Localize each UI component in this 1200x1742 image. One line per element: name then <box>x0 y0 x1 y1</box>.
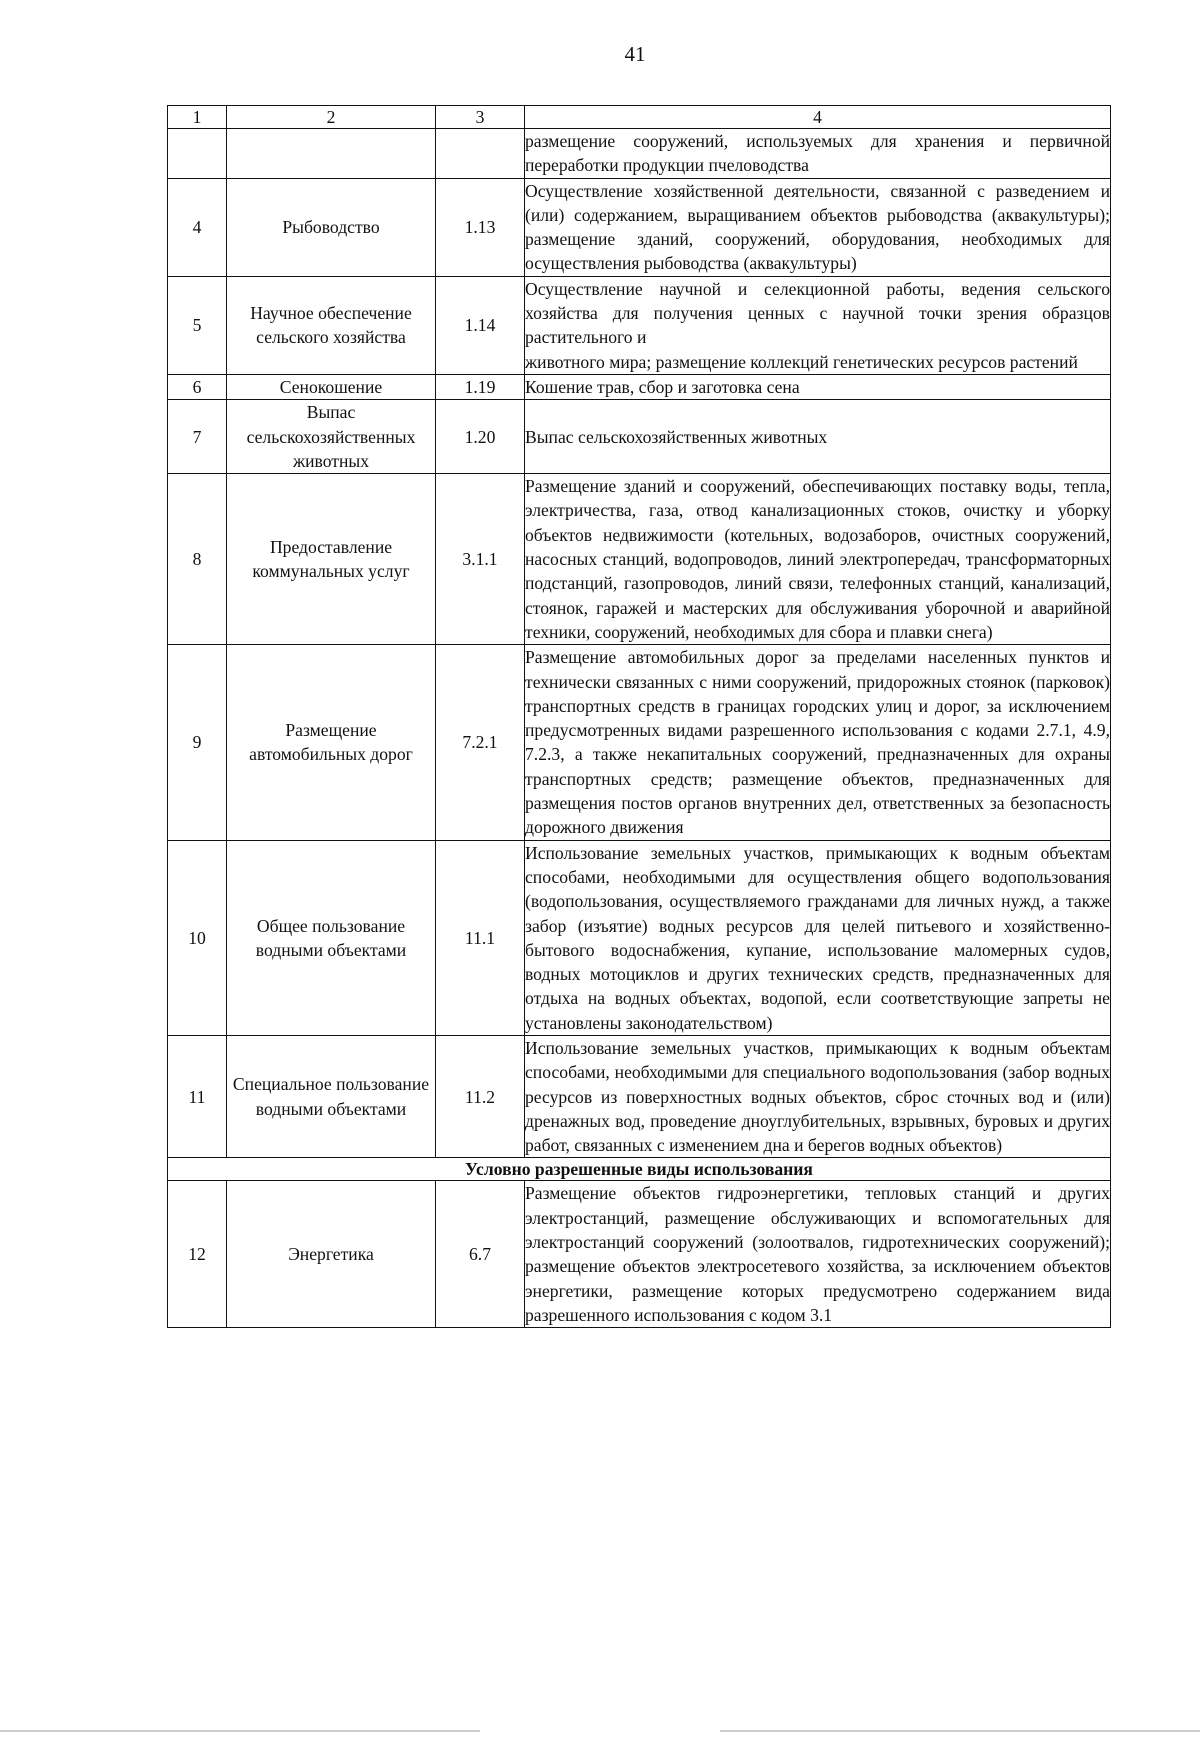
table-row <box>168 840 1111 1035</box>
use-type-name: Энергетика <box>227 1181 436 1328</box>
header-col-1: 1 <box>168 106 227 129</box>
use-type-code: 11.2 <box>436 1035 525 1157</box>
page-number: 41 <box>624 42 646 66</box>
scan-edge-line <box>0 1730 1200 1732</box>
use-type-code: 11.1 <box>436 840 525 1035</box>
row-number: 8 <box>168 474 227 645</box>
row-number: 10 <box>168 840 227 1035</box>
use-type-name <box>227 129 436 179</box>
use-type-name: Размещение автомобильных дорог <box>227 645 436 840</box>
use-type-code <box>436 129 525 179</box>
row-number: 7 <box>168 400 227 474</box>
use-type-description <box>525 276 1111 374</box>
table-row <box>168 276 1111 374</box>
section-header-row <box>168 1158 1111 1181</box>
row-number <box>168 129 227 179</box>
use-type-code: 1.19 <box>436 374 525 399</box>
use-type-description: размещение сооружений, используемых для хранения и первичной переработки продукции пчеловодства <box>525 129 1111 179</box>
row-number: 6 <box>168 374 227 399</box>
use-type-description: Осуществление хозяйственной деятельности, связанной с разведением и (или) содержанием, выращиванием объектов рыбоводства (аквакультуры); размещение зданий, сооружений, оборудования, необходимых для осуществления рыбоводства (аквакультуры) <box>525 178 1111 276</box>
table-row <box>168 374 1111 399</box>
table-row <box>168 129 1111 179</box>
use-type-name: Предоставление коммунальных услуг <box>227 474 436 645</box>
use-type-name: Сенокошение <box>227 374 436 399</box>
use-type-description: Размещение зданий и сооружений, обеспечивающих поставку воды, тепла, электричества, газа, отвод канализационных стоков, очистку и уборку объектов недвижимости (котельных, водозаборов, очистных сооружений, насосных станций, водопроводов, линий электропередач, трансформаторных подстанций, газопроводов, линий связи, телефонных станций, канализаций, стоянок, гаражей и мастерских для обслуживания уборочной и аварийной техники, сооружений, необходимых для сбора и плавки снега) <box>525 474 1111 645</box>
description-part-2: животного мира; размещение коллекций генетических ресурсов растений <box>525 351 1078 372</box>
use-type-name: Рыбоводство <box>227 178 436 276</box>
use-type-name: Научное обеспечение сельского хозяйства <box>227 276 436 374</box>
use-type-description: Выпас сельскохозяйственных животных <box>525 400 1111 474</box>
table-row <box>168 645 1111 840</box>
row-number: 5 <box>168 276 227 374</box>
table-header-row <box>168 106 1111 129</box>
use-type-code: 1.13 <box>436 178 525 276</box>
use-type-code: 3.1.1 <box>436 474 525 645</box>
table-row <box>168 1181 1111 1328</box>
use-type-name: Выпас сельскохозяйственных животных <box>227 400 436 474</box>
use-type-code: 1.14 <box>436 276 525 374</box>
table-row <box>168 1035 1111 1157</box>
header-col-2: 2 <box>227 106 436 129</box>
use-type-name: Общее пользование водными объектами <box>227 840 436 1035</box>
table-row <box>168 400 1111 474</box>
use-type-code: 7.2.1 <box>436 645 525 840</box>
description-part-1: Осуществление научной и селекционной работы, ведения сельского хозяйства для получения ценных с научной точки зрения образцов растительного и <box>525 278 1110 348</box>
header-col-4: 4 <box>525 106 1111 129</box>
row-number: 12 <box>168 1181 227 1328</box>
use-type-description: Размещение автомобильных дорог за пределами населенных пунктов и технически связанных с ними сооружений, придорожных стоянок (парковок) транспортных средств в границах городских улиц и дорог, за исключением предусмотренных видами разрешенного использования с кодами 2.7.1, 4.9, 7.2.3, а также некапитальных сооружений, предназначенных для охраны транспортных средств; размещение объектов, предназначенных для размещения постов органов внутренних дел, ответственных за безопасность дорожного движения <box>525 645 1111 840</box>
row-number: 11 <box>168 1035 227 1157</box>
section-title: Условно разрешенные виды использования <box>168 1158 1111 1181</box>
land-use-table <box>167 105 1111 1328</box>
use-type-name: Специальное пользование водными объектами <box>227 1035 436 1157</box>
table-row <box>168 178 1111 276</box>
use-type-description: Использование земельных участков, примыкающих к водным объектам способами, необходимыми для осуществления общего водопользования (водопользования, осуществляемого гражданами для личных нужд, а также забор (изъятие) водных ресурсов для целей питьевого и хозяйственно-бытового водоснабжения, купание, использование маломерных судов, водных мотоциклов и других технических средств, предназначенных для отдыха на водных объектах, водопой, если соответствующие запреты не установлены законодательством) <box>525 840 1111 1035</box>
use-type-description: Кошение трав, сбор и заготовка сена <box>525 374 1111 399</box>
row-number: 4 <box>168 178 227 276</box>
header-col-3: 3 <box>436 106 525 129</box>
table-row <box>168 474 1111 645</box>
use-type-code: 6.7 <box>436 1181 525 1328</box>
use-type-code: 1.20 <box>436 400 525 474</box>
row-number: 9 <box>168 645 227 840</box>
use-type-description: Размещение объектов гидроэнергетики, тепловых станций и других электростанций, размещение обслуживающих и вспомогательных для электростанций сооружений (золоотвалов, гидротехнических сооружений); размещение объектов электросетевого хозяйства, за исключением объектов энергетики, размещение которых предусмотрено содержанием вида разрешенного использования с кодом 3.1 <box>525 1181 1111 1328</box>
use-type-description: Использование земельных участков, примыкающих к водным объектам способами, необходимыми для специального водопользования (забор водных ресурсов из поверхностных водных объектов, сброс сточных вод и (или) дренажных вод, проведение дноуглубительных, взрывных, буровых и других работ, связанных с изменением дна и берегов водных объектов) <box>525 1035 1111 1157</box>
